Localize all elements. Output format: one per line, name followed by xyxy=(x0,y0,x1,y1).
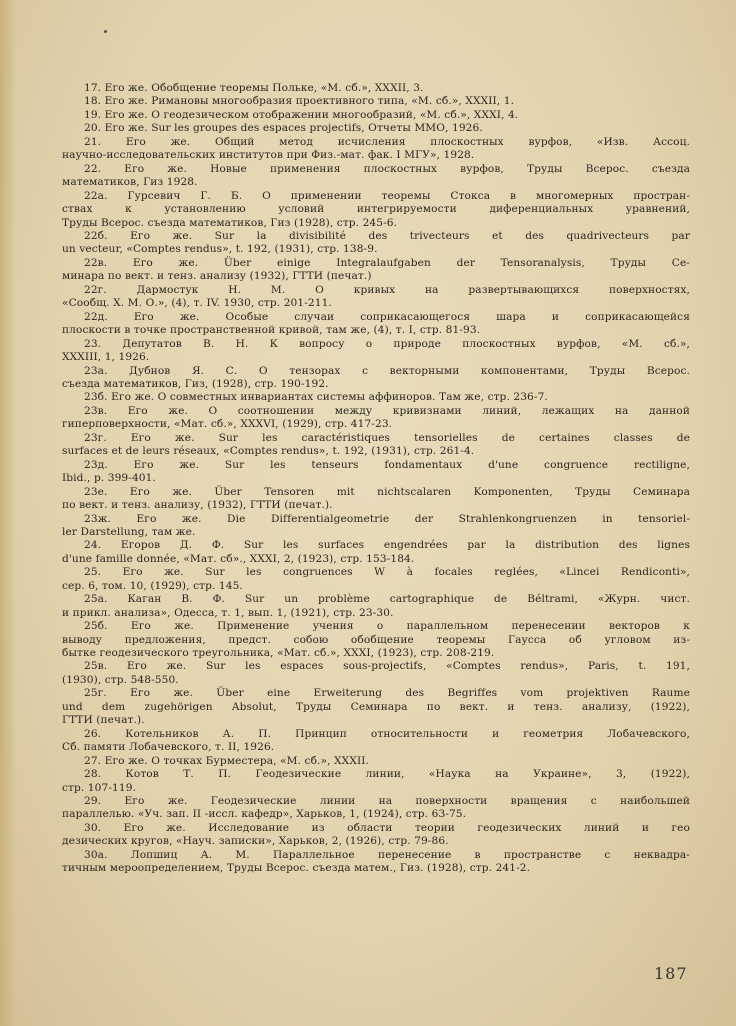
bibliography-entry xyxy=(62,190,690,230)
bibliography-entry xyxy=(62,391,690,404)
entry-line: ler Darstellung, там же. xyxy=(62,525,196,538)
entry-line: по вект. и тенз. анализу, (1932), ГТТИ (печат.). xyxy=(62,499,333,512)
bibliography-entry xyxy=(62,284,690,311)
bibliography-entry xyxy=(62,136,690,163)
entry-line: 25. Его же. Sur les congruences W à focales reglées, «Lincei Rendiconti», xyxy=(84,566,690,579)
entry-line: научно-исследовательских институтов при Физ.-мат. фак. I МГУ», 1928. xyxy=(62,149,475,162)
entry-line: 23г. Его же. Sur les caractéristiques tensorielles de certaines classes de xyxy=(84,431,690,444)
entry-line: бытке геодезического треугольника, «Мат. сб.», XXXI, (1923), стр. 208-219. xyxy=(62,647,495,660)
bibliography-entry xyxy=(62,432,690,459)
entry-line: 21. Его же. Общий метод исчисления плоскостных вурфов, «Изв. Ассоц. xyxy=(84,135,690,148)
entry-line: 23е. Его же. Über Tensoren mit nichtscalaren Komponenten, Труды Семинара xyxy=(84,485,690,498)
entry-line: 18. Его же. Римановы многообразия проективного типа, «М. сб.», XXXII, 1. xyxy=(84,95,515,108)
bibliography-entry xyxy=(62,109,690,122)
entry-line: 23. Депутатов В. Н. К вопросу о природе плоскостных вурфов, «М. сб.», xyxy=(84,337,690,350)
entry-line: 25а. Каган В. Ф. Sur un problème cartographique de Béltrami, «Журн. чист. xyxy=(84,593,690,606)
bibliography-entry xyxy=(62,486,690,513)
bibliography-entry xyxy=(62,95,690,108)
bibliography-entry xyxy=(62,593,690,620)
bibliography-entry xyxy=(62,230,690,257)
entry-line: Труды Всерос. съезда математиков, Гиз (1928), стр. 245-6. xyxy=(62,216,398,229)
bibliography-entry xyxy=(62,257,690,284)
entry-line: d'une famille donnée, «Мат. сб»., XXXI, 2, (1923), стр. 153-184. xyxy=(62,552,415,565)
entry-line: 22. Его же. Новые применения плоскостных вурфов, Труды Всерос. съезда xyxy=(84,162,690,175)
entry-line: гиперповерхности, «Мат. сб.», XXXVI, (1929), стр. 417-23. xyxy=(62,418,393,431)
entry-line: ГТТИ (печат.). xyxy=(62,714,145,727)
entry-line: 23б. Его же. О совместных инвариантах системы аффиноров. Там же, стр. 236-7. xyxy=(84,391,548,404)
bibliography-entry xyxy=(62,620,690,660)
entry-line: 22д. Его же. Особые случаи соприкасающегося шара и соприкасающейся xyxy=(84,310,690,323)
entry-line: XXXIII, 1, 1926. xyxy=(62,351,150,364)
bibliography-entry xyxy=(62,365,690,392)
entry-line: «Сообщ. Х. М. О.», (4), т. IV. 1930, стр. 201-211. xyxy=(62,297,332,310)
entry-line: математиков, Гиз 1928. xyxy=(62,176,198,189)
bibliography-entry xyxy=(62,122,690,135)
entry-line: 24. Егоров Д. Ф. Sur les surfaces engendrées par la distribution des lignes xyxy=(84,539,690,552)
entry-line: 22б. Его же. Sur la divisibilité des trivecteurs et des quadrivecteurs par xyxy=(84,229,690,242)
bibliography-entry xyxy=(62,822,690,849)
entry-line: 25б. Его же. Применение учения о параллельном перенесении векторов к xyxy=(84,620,690,633)
bibliography-entry xyxy=(62,163,690,190)
entry-line: surfaces et de leurs réseaux, «Comptes rendus», t. 192, (1931), стр. 261-4. xyxy=(62,445,475,458)
entry-line: 25в. Его же. Sur les espaces sous-projectifs, «Comptes rendus», Paris, t. 191, xyxy=(84,660,690,673)
entry-line: 23д. Его же. Sur les tenseurs fondamentaux d'une congruence rectiligne, xyxy=(84,458,690,471)
entry-line: 17. Его же. Обобщение теоремы Польке, «М. сб.», XXXII, 3. xyxy=(84,82,424,94)
entry-line: параллелью. «Уч. зап. II -иссл. кафедр», Харьков, 1, (1924), стр. 63-75. xyxy=(62,808,467,821)
bibliography-entry xyxy=(62,660,690,687)
entry-line: 29. Его же. Геодезические линии на поверхности вращения с наибольшей xyxy=(84,795,690,808)
page-edge-shadow xyxy=(0,0,16,1026)
entry-line: 22в. Его же. Über einige Integralaufgaben der Tensoranalysis, Труды Се- xyxy=(84,256,690,269)
bibliography-entry xyxy=(62,768,690,795)
bibliography-entry xyxy=(62,338,690,365)
entry-line: выводу предложения, предст. собою обобщение теоремы Гаусса об угловом из- xyxy=(62,633,690,646)
entry-line: 30. Его же. Исследование из области теории геодезических линий и гео xyxy=(84,821,690,834)
entry-line: минара по вект. и тенз. анализу (1932), ГТТИ (печат.) xyxy=(62,270,372,283)
entry-line: 30а. Лопшиц А. М. Параллельное перенесение в пространстве с неквадра- xyxy=(84,848,690,861)
ink-speck xyxy=(104,30,107,33)
entry-line: сер. 6, том. 10, (1929), стр. 145. xyxy=(62,579,243,592)
entry-line: плоскости в точке пространственной кривой, там же, (4), т. I, стр. 81-93. xyxy=(62,324,481,337)
entry-line: 23а. Дубнов Я. С. О тензорах с векторными компонентами, Труды Всерос. xyxy=(84,364,690,377)
bibliography-entry xyxy=(62,459,690,486)
entry-line: Ibid., p. 399-401. xyxy=(62,472,156,485)
entry-line: 23ж. Его же. Die Differentialgeometrie der Strahlenkongruenzen in tensoriel- xyxy=(84,512,690,525)
entry-line: 26. Котельников А. П. Принцип относительности и геометрия Лобачевского, xyxy=(84,727,690,740)
entry-line: 22г. Дармостук Н. М. О кривых на развертывающихся поверхностях, xyxy=(84,283,690,296)
entry-line: (1930), стр. 548-550. xyxy=(62,673,179,686)
entry-line: стр. 107-119. xyxy=(62,781,136,794)
bibliography-entry xyxy=(62,728,690,755)
entry-line: ствах к установлению условий интегрируемости диференциальных уравнений, xyxy=(62,203,690,216)
entry-line: съезда математиков, Гиз, (1928), стр. 190-192. xyxy=(62,377,329,390)
bibliography-entry xyxy=(62,82,690,95)
entry-line: 22а. Гурсевич Г. Б. О применении теоремы Стокса в многомерных простран- xyxy=(84,189,690,202)
bibliography-entry xyxy=(62,311,690,338)
entry-line: дезических кругов, «Науч. записки», Харьков, 2, (1926), стр. 79-86. xyxy=(62,835,449,848)
entry-line: 20. Его же. Sur les groupes des espaces projectifs, Отчеты ММО, 1926. xyxy=(84,122,483,135)
bibliography-entry xyxy=(62,513,690,540)
entry-line: 19. Его же. О геодезическом отображении многообразий, «М. сб.», XXXI, 4. xyxy=(84,108,519,121)
entry-line: Сб. памяти Лобачевского, т. II, 1926. xyxy=(62,741,275,754)
bibliography-list xyxy=(62,82,690,876)
bibliography-entry xyxy=(62,755,690,768)
entry-line: 25г. Его же. Über eine Erweiterung des Begriffes vom projektiven Raume xyxy=(84,687,690,700)
bibliography-entry xyxy=(62,566,690,593)
entry-line: 23в. Его же. О соотношении между кривизнами линий, лежащих на данной xyxy=(84,404,690,417)
entry-line: 27. Его же. О точках Бурместера, «М. сб.», XXXII. xyxy=(84,754,369,767)
bibliography-entry xyxy=(62,849,690,876)
entry-line: и прикл. анализа», Одесса, т. 1, вып. 1, (1921), стр. 23-30. xyxy=(62,606,394,619)
bibliography-entry xyxy=(62,405,690,432)
bibliography-entry xyxy=(62,687,690,727)
entry-line: 28. Котов Т. П. Геодезические линии, «Наука на Украине», 3, (1922), xyxy=(84,768,690,781)
bibliography-entry xyxy=(62,539,690,566)
bibliography-entry xyxy=(62,795,690,822)
page-number: 187 xyxy=(654,964,688,983)
entry-line: тичным мероопределением, Труды Всерос. съезда матем., Гиз. (1928), стр. 241-2. xyxy=(62,862,531,875)
entry-line: un vecteur, «Comptes rendus», t. 192, (1931), стр. 138-9. xyxy=(62,243,378,256)
entry-line: und dem zugehörigen Absolut, Труды Семинара по вект. и тенз. анализу, (1922), xyxy=(62,700,690,713)
